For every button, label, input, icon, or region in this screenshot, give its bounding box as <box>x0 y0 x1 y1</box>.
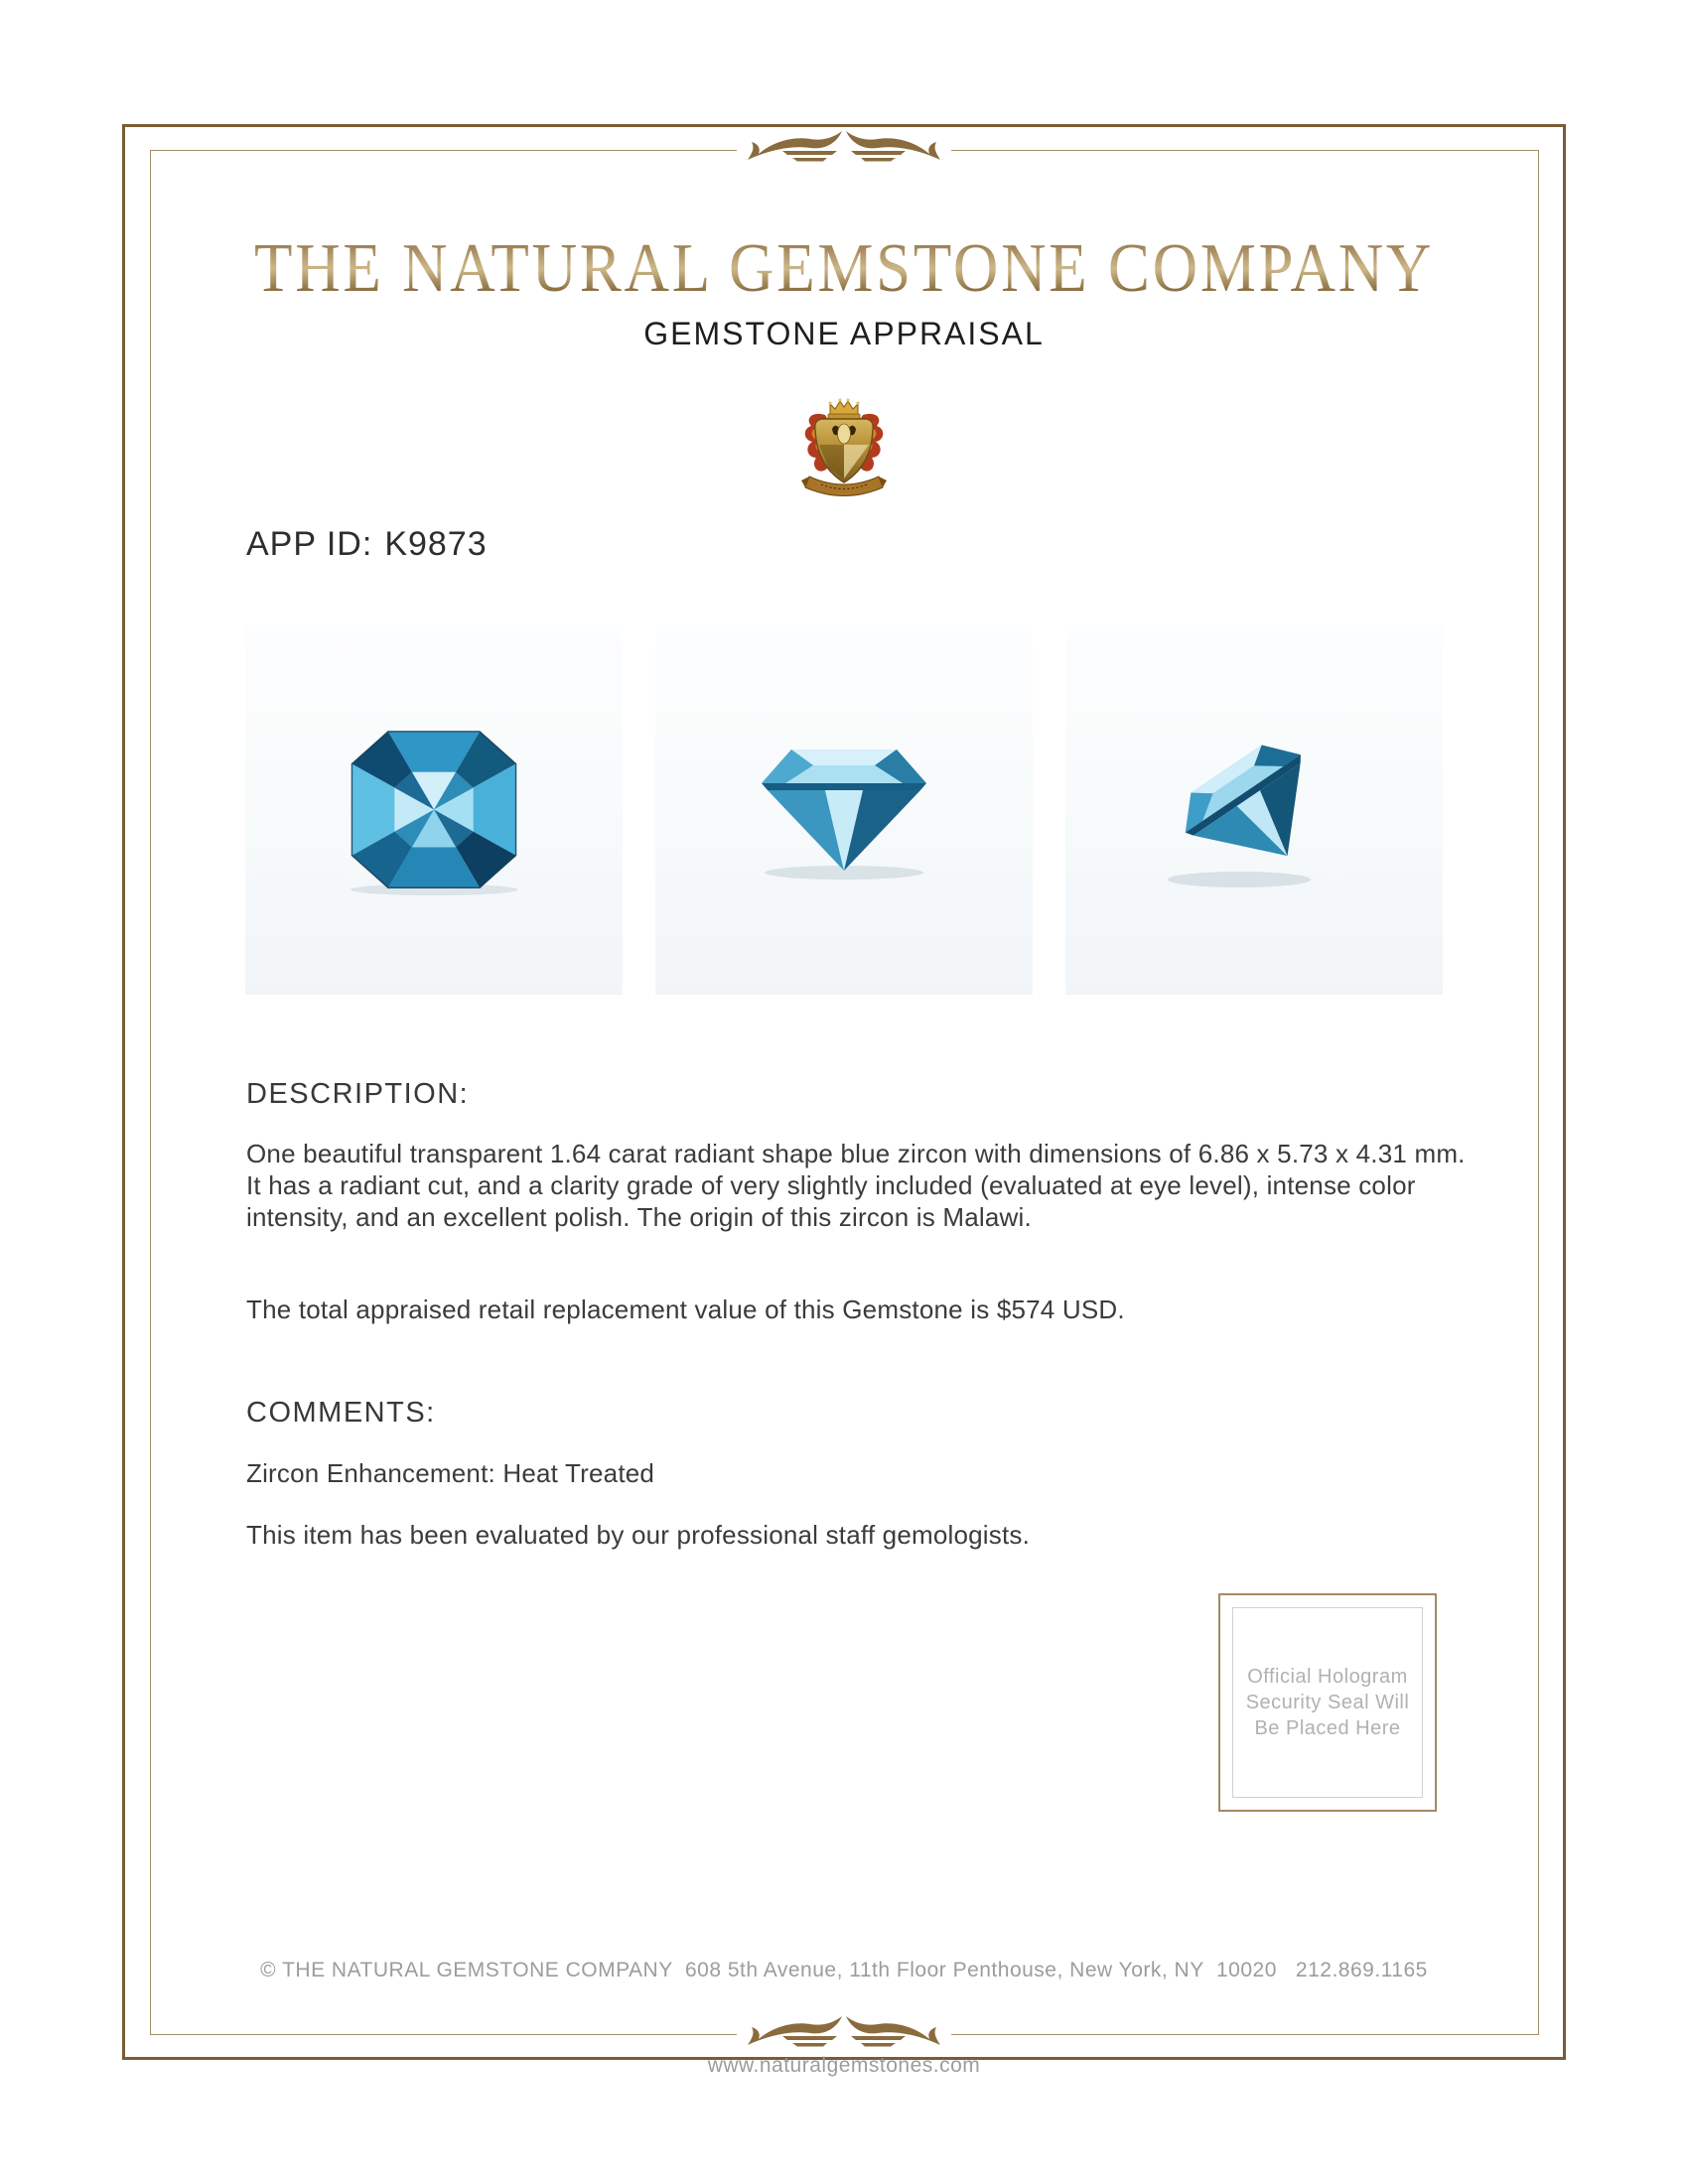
gem-tilted-icon <box>1140 716 1368 904</box>
footer-address: © THE NATURAL GEMSTONE COMPANY 608 5th Avenue, 11th Floor Penthouse, New York, NY 10020 212.869.1165 <box>260 1959 1428 1981</box>
gem-face-up-icon <box>339 726 529 895</box>
hologram-text-line3: Be Placed Here <box>1254 1717 1401 1739</box>
hologram-seal-box <box>1218 1593 1437 1812</box>
evaluation-line: This item has been evaluated by our professional staff gemologists. <box>246 1520 1031 1550</box>
gem-photo-profile <box>655 625 1033 995</box>
gem-photo-face-up <box>245 625 623 995</box>
flourish-divider-icon <box>745 2015 943 2055</box>
gem-photo-tilted <box>1065 625 1443 995</box>
document-type-subtitle: GEMSTONE APPRAISAL <box>643 316 1045 351</box>
flourish-divider-icon <box>745 130 943 170</box>
appraised-value-statement: The total appraised retail replacement value of this Gemstone is $574 USD. <box>246 1295 1125 1324</box>
gem-photo-row <box>245 625 1443 995</box>
description-heading: DESCRIPTION: <box>246 1078 470 1110</box>
app-id-label: APP ID: <box>246 525 373 563</box>
company-name-text: THE NATURAL GEMSTONE COMPANY <box>253 230 1435 307</box>
description-paragraph: One beautiful transparent 1.64 carat radiant shape blue zircon with dimensions of 6.86 x 5.73 x 4.31 mm. It has a radiant cut, and a clarity grade of very slightly included (evaluated at eye level), intense color intensity, and an excellent polish. The origin of this zircon is Malawi. <box>246 1139 1466 1232</box>
hologram-text-line1: Official Hologram <box>1247 1666 1408 1688</box>
enhancement-line: Zircon Enhancement: Heat Treated <box>246 1458 655 1488</box>
gem-profile-icon <box>730 736 958 885</box>
comments-heading: COMMENTS: <box>246 1397 436 1429</box>
app-id <box>246 524 488 564</box>
app-id-value: K9873 <box>384 525 488 563</box>
footer-website: www.naturalgemstones.com <box>707 2054 981 2077</box>
hologram-text-line2: Security Seal Will <box>1245 1692 1410 1713</box>
hologram-seal-inner-box <box>1232 1607 1423 1798</box>
company-crest-icon <box>799 395 889 498</box>
company-name-title <box>0 230 1688 307</box>
